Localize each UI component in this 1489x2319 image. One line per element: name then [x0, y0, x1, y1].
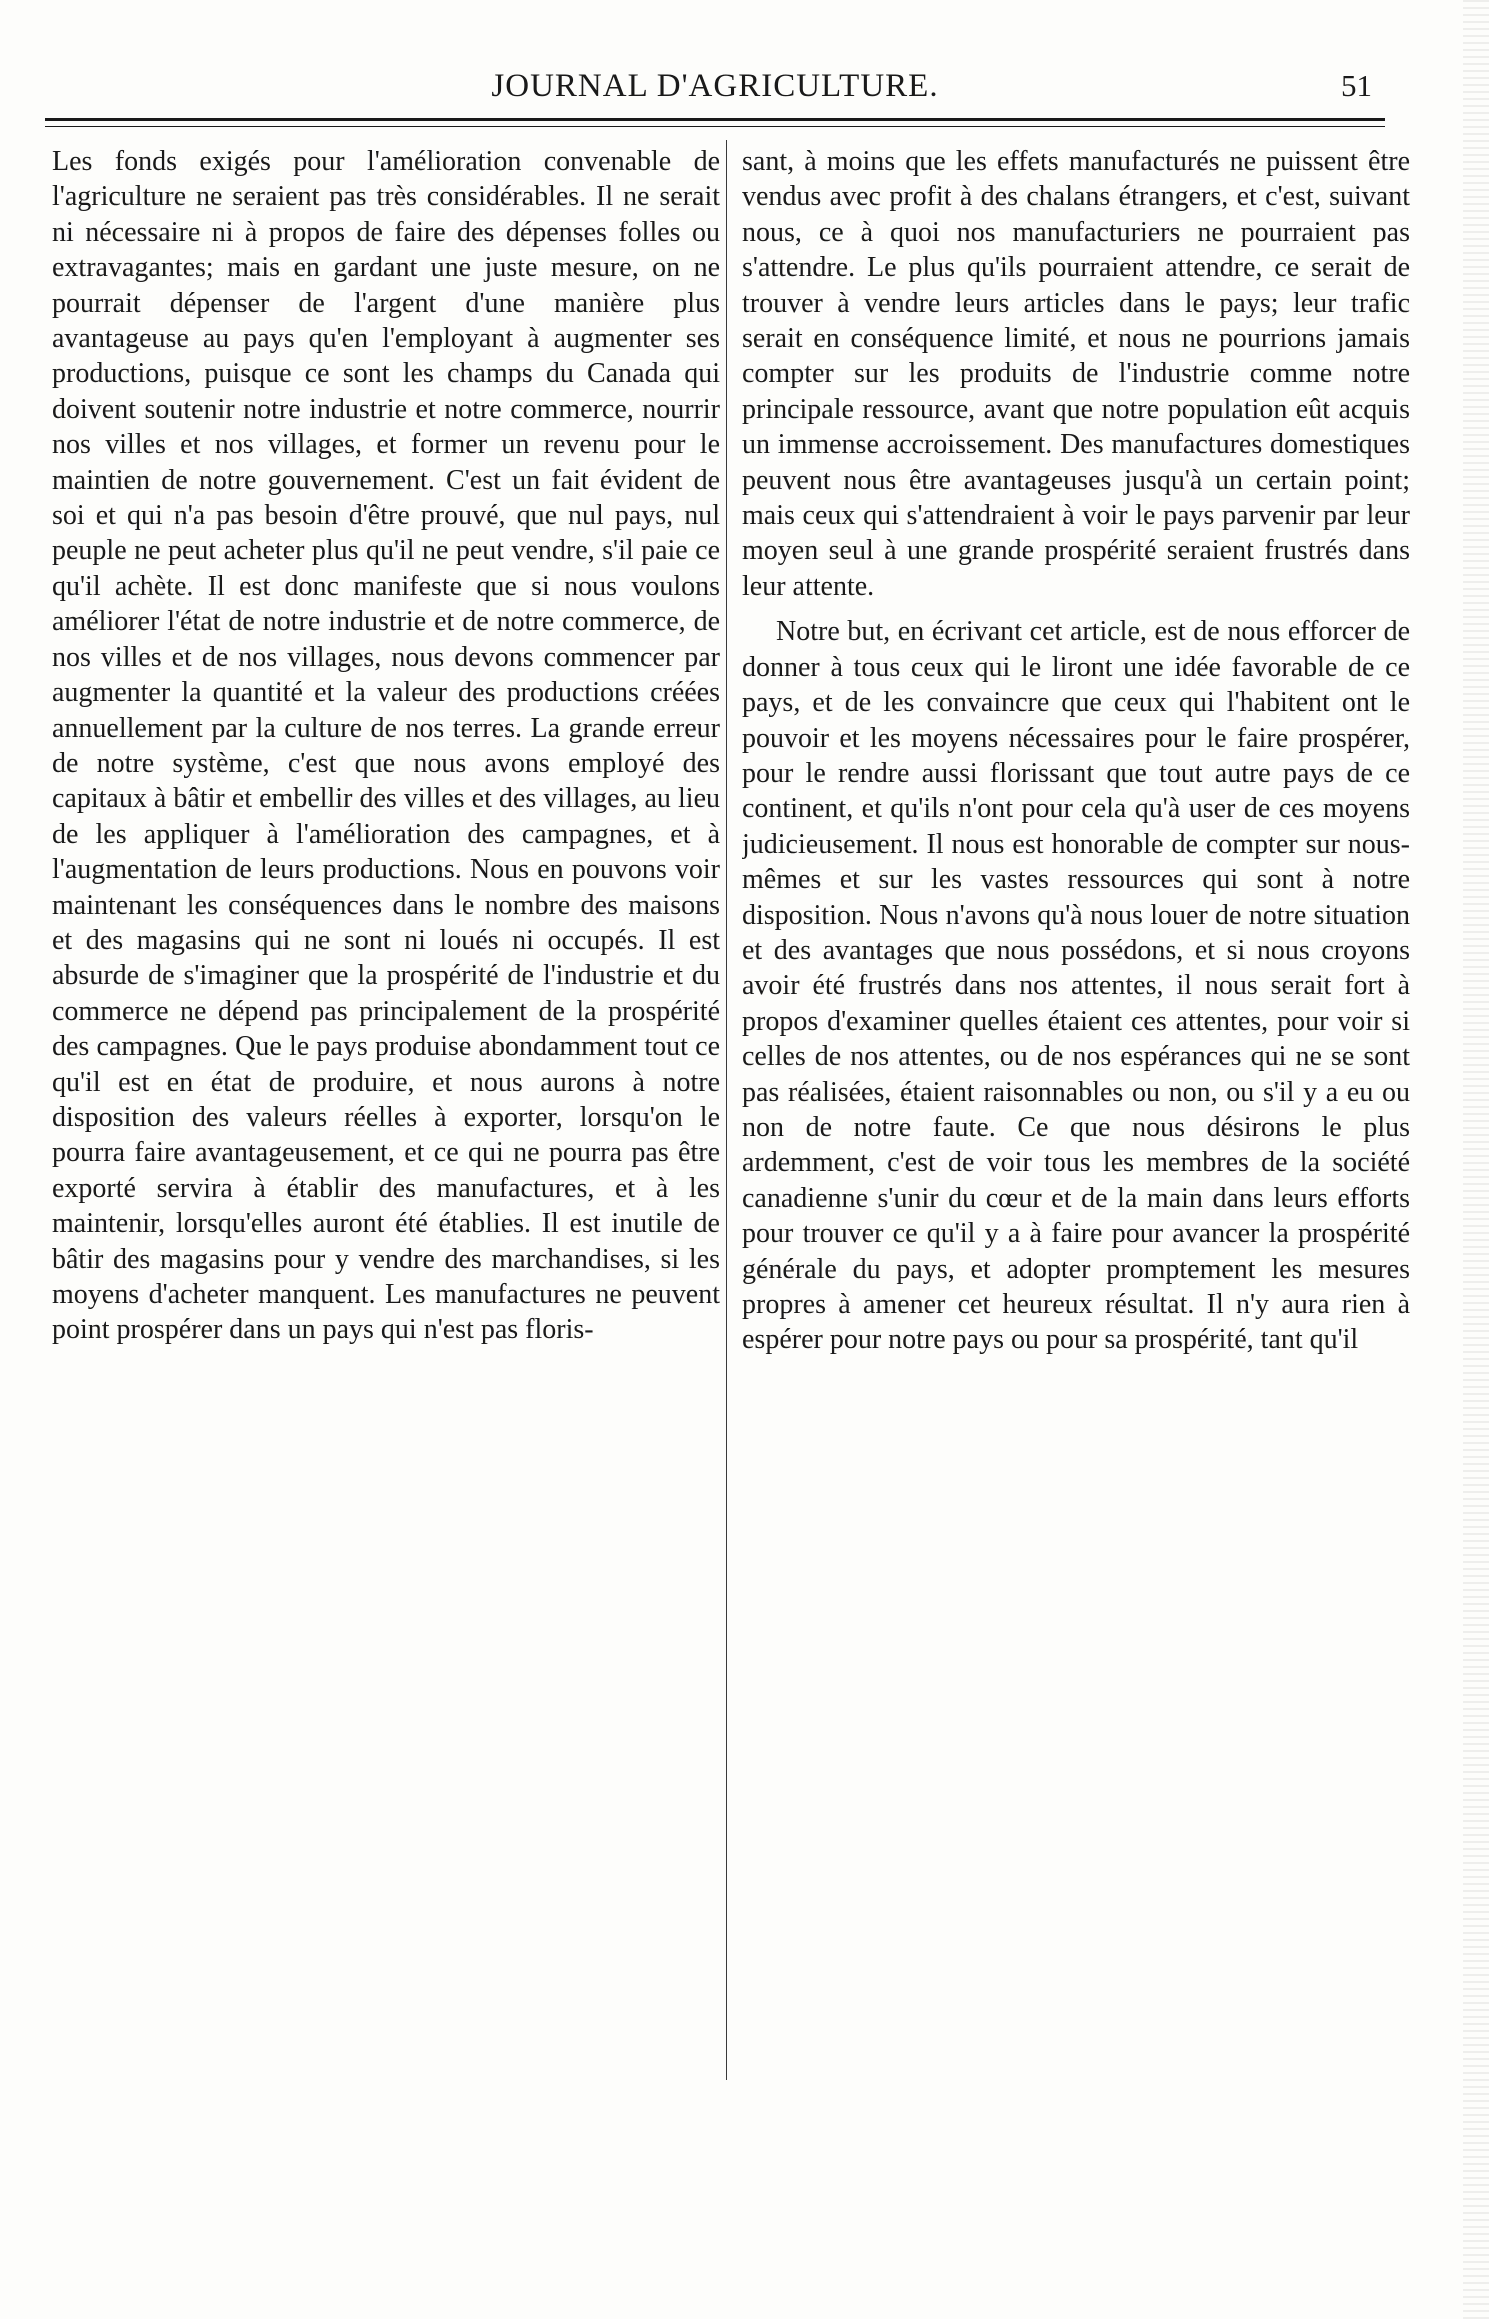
scan-edge — [1463, 0, 1489, 2319]
right-paragraph-1: sant, à moins que les effets manufacturés ne puissent être vendus avec profit à des chalans étrangers, et c'est, suivant nous, ce à quoi nos manufacturiers ne pourraient pas s'attendre. Le plus qu'ils pourraient attendre, ce serait de trouver à vendre leurs articles dans le pays; leur trafic serait en conséquence limité, et nous ne pourrions jamais compter sur les produits de l'industrie comme notre principale ressource, avant que notre population eût acquis un immense accroissement. Des manufactures domestiques peuvent nous être avantageuses jusqu'à un certain point; mais ceux qui s'attendraient à voir le pays parvenir par leur moyen seul à une grande prospérité seraient frustrés dans leur attente. — [742, 146, 1410, 602]
left-paragraph-1: Les fonds exigés pour l'amélioration convenable de l'agriculture ne seraient pas très considérables. Il ne serait ni nécessaire ni à propos de faire des dépenses folles ou extravagantes; mais en gardant une juste mesure, on ne pourrait dépenser de l'argent d'une manière plus avantageuse au pays qu'en l'employant à augmenter ses productions, puisque ce sont les champs du Canada qui doivent soutenir notre industrie et notre commerce, nourrir nos villes et nos villages, et former un revenu pour le maintien de notre gouvernement. C'est un fait évident de soi et qui n'a pas besoin d'être prouvé, que nul pays, nul peuple ne peut acheter plus qu'il ne peut vendre, s'il paie ce qu'il achète. Il est donc manifeste que si nous voulons améliorer l'état de notre industrie et de notre commerce, de nos villes et de nos villages, nous devons commencer par augmenter la quantité et la valeur des productions créées annuellement par la culture de nos terres. La grande erreur de notre système, c'est que nous avons employé des capitaux à bâtir et embellir des villes et des villages, au lieu de les appliquer à l'amélioration des campagnes, et à l'augmentation de leurs productions. Nous en pouvons voir maintenant les conséquences dans le nombre des maisons et des magasins qui ne sont ni loués ni occupés. Il est absurde de s'imaginer que la prospérité de l'industrie et du commerce ne dépend pas principalement de la prospérité des campagnes. Que le pays produise abondamment tout ce qu'il est en état de produire, et nous aurons à notre disposition des valeurs réelles à exporter, lorsqu'on le pourra faire avantageusement, et ce qui ne pourra pas être exporté servira à établir des manufactures, et à les maintenir, lorsqu'elles auront été établies. Il est inutile de bâtir des magasins pour y vendre des marchandises, si les moyens d'acheter manquent. Les manufactures ne peuvent point prospérer dans un pays qui n'est pas floris- — [52, 146, 720, 1346]
header-rule-thin — [45, 126, 1385, 127]
column-divider — [726, 140, 727, 2080]
left-column — [52, 144, 720, 2064]
right-paragraph-2: Notre but, en écrivant cet article, est de nous efforcer de donner à tous ceux qui le liront une idée favorable de ce pays, et de les convaincre que ceux qui l'habitent ont le pouvoir et les moyens nécessaires pour le faire prospérer, pour le rendre aussi florissant que tout autre pays de ce continent, et qu'ils n'ont pour cela qu'à user de ces moyens judicieusement. Il nous est honorable de compter sur nous-mêmes et sur les vastes ressources qui sont à notre disposition. Nous n'avons qu'à nous louer de notre situation et des avantages que nous possédons, et si nous croyons avoir été frustrés dans nos attentes, il nous serait fort à propos d'examiner quelles étaient ces attentes, pour voir si celles de nos attentes, ou de nos espérances qui ne se sont pas réalisées, étaient raisonnables ou non, ou s'il y a eu ou non de notre faute. Ce que nous désirons le plus ardemment, c'est de voir tous les membres de la société canadienne s'unir du cœur et de la main dans leurs efforts pour trouver ce qu'il y a à faire pour avancer la prospérité générale du pays, et adopter promptement les mesures propres à amener cet heureux résultat. Il n'y aura rien à espérer pour notre pays ou pour sa prospérité, tant qu'il — [742, 616, 1410, 1356]
running-title: JOURNAL D'AGRICULTURE. — [491, 68, 939, 104]
header-rule-thick — [45, 118, 1385, 121]
right-column — [742, 144, 1410, 2064]
page-number: 51 — [1341, 68, 1372, 103]
page-header — [50, 68, 1380, 112]
